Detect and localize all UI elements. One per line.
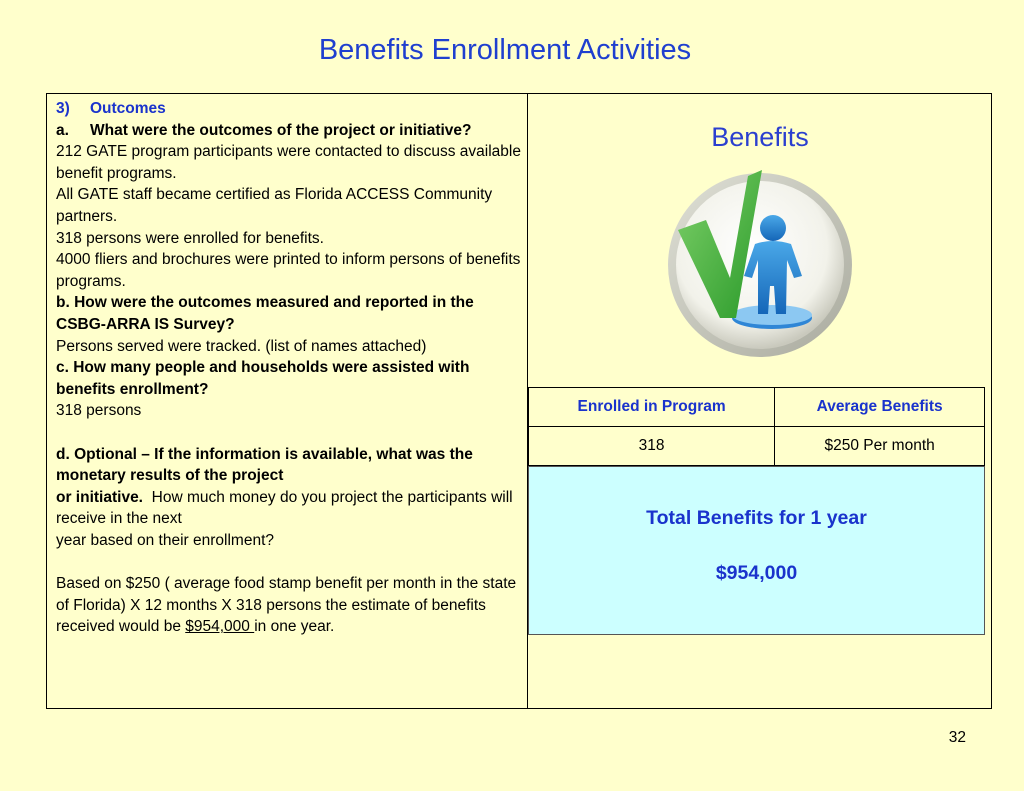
outcomes-heading: 3) Outcomes — [56, 100, 166, 117]
page-title: Benefits Enrollment Activities — [318, 34, 692, 66]
answer-a3: 318 persons were enrolled for benefits. — [56, 229, 324, 247]
header-enrolled: Enrolled in Program — [529, 388, 775, 427]
cell-average-benefits: $250 Per month — [775, 427, 985, 466]
question-d-end: year based on their enrollment? — [56, 531, 274, 549]
benefits-table — [528, 387, 985, 466]
answer-a1: 212 GATE program participants were contacted to discuss available benefit programs. — [56, 143, 521, 182]
total-benefits-label: Total Benefits for 1 year — [646, 507, 867, 529]
header-average-benefits: Average Benefits — [775, 388, 985, 427]
page-number: 32 — [948, 729, 966, 746]
total-benefits-value: $954,000 — [715, 562, 798, 584]
answer-a4: 4000 fliers and brochures were printed to inform persons of benefits programs. — [56, 251, 521, 290]
answer-a2: All GATE staff became certified as Florida ACCESS Community partners. — [56, 186, 493, 225]
question-a: a. What were the outcomes of the project or initiative? — [56, 121, 472, 139]
question-b: b. How were the outcomes measured and reported in the CSBG-ARRA IS Survey? — [56, 294, 474, 333]
estimate-paragraph: Based on $250 ( average food stamp benefit per month in the state of Florida) X 12 months X 318 persons the estimate of benefits received would be $954,000 in one year. — [56, 575, 517, 636]
answer-c: 318 persons — [56, 402, 142, 420]
estimate-amount: $954,000 — [185, 618, 255, 636]
question-c: c. How many people and households were assisted with benefits enrollment? — [56, 359, 470, 398]
question-d-cont: or initiative. How much money do you project the participants will receive in the next — [56, 488, 513, 528]
cell-enrolled: 318 — [529, 427, 775, 466]
total-benefits-box — [528, 466, 985, 635]
outcomes-text — [56, 98, 522, 638]
benefits-checkmark-person-icon — [660, 168, 860, 358]
benefits-heading: Benefits — [711, 122, 809, 152]
answer-b: Persons served were tracked. (list of names attached) — [56, 337, 427, 355]
question-d: d. Optional – If the information is available, what was the monetary results of the project — [56, 445, 473, 485]
